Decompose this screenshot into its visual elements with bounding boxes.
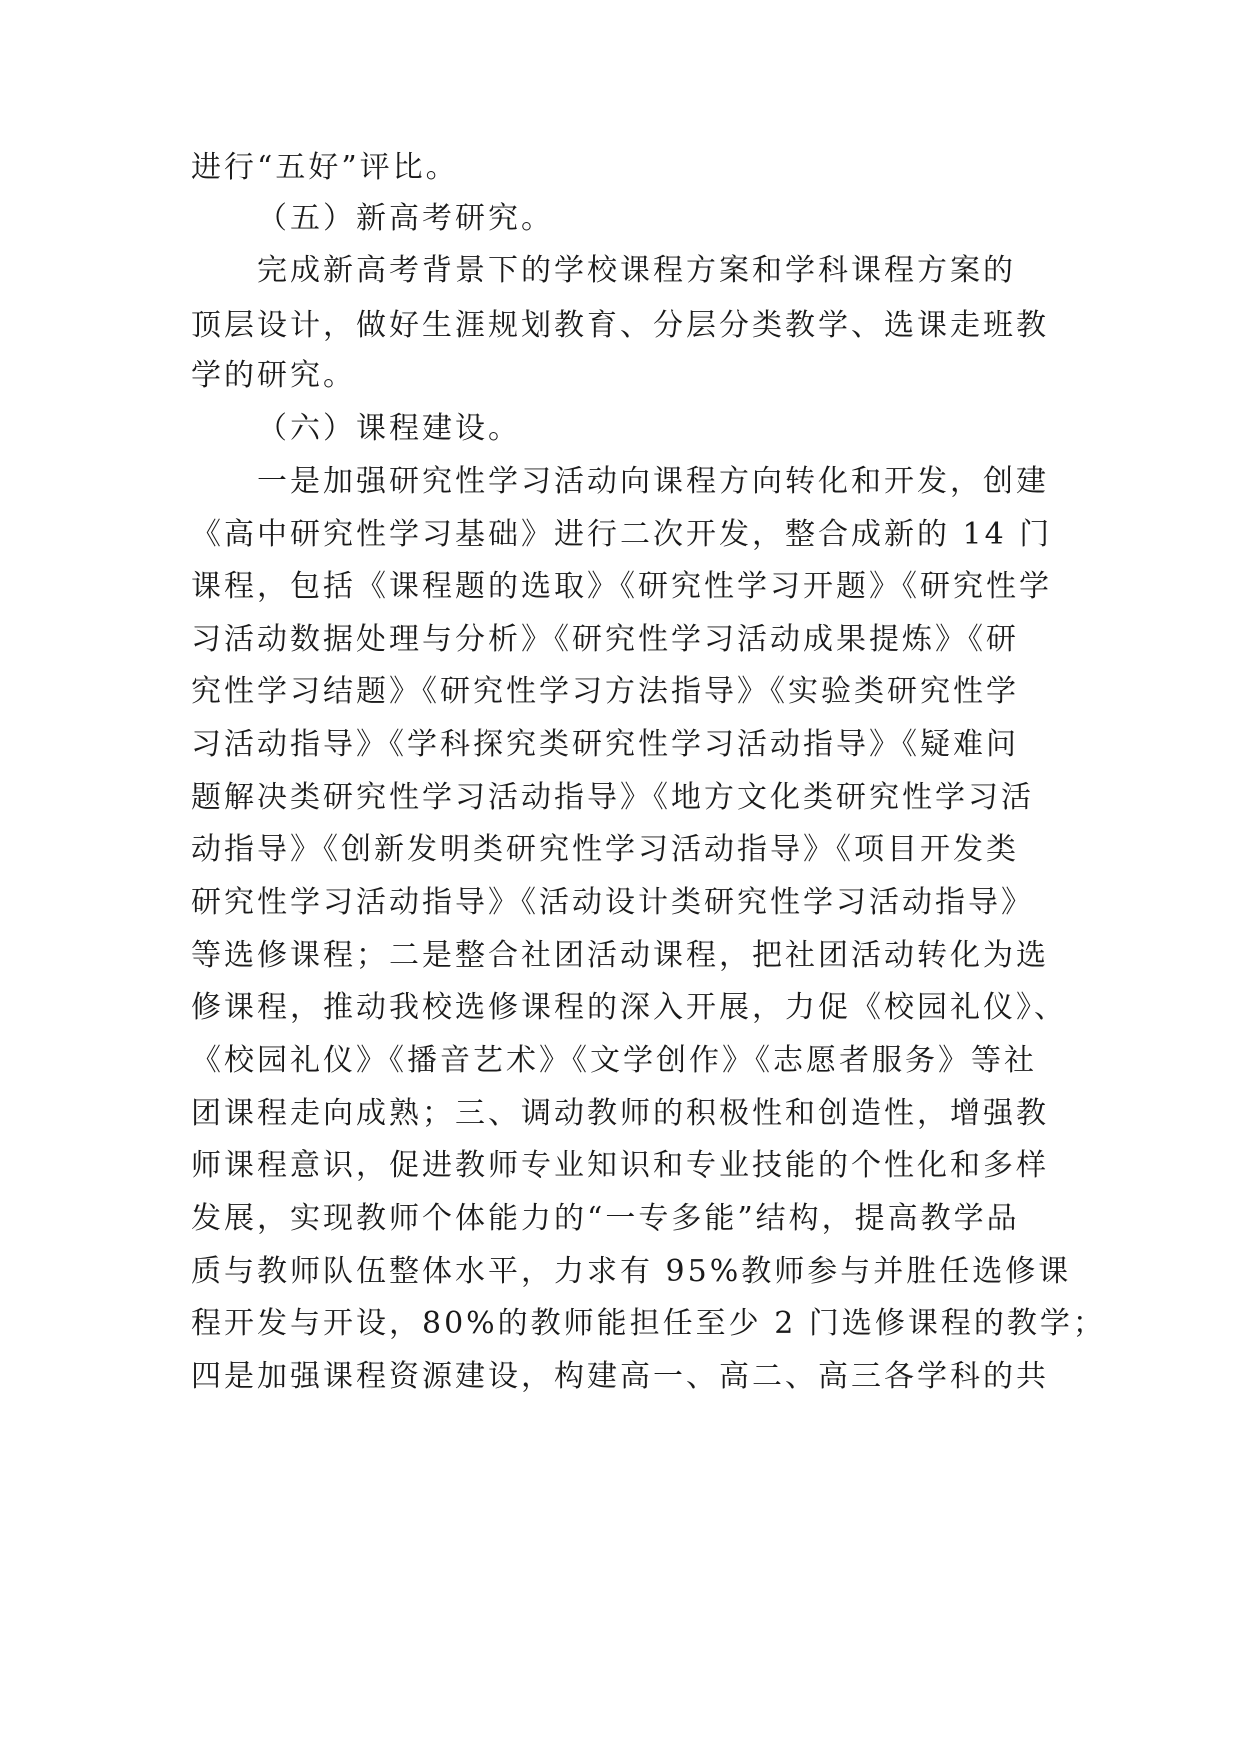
paragraph-line: 修课程，推动我校选修课程的深入开展，力促《校园礼仪》、 bbox=[191, 990, 1067, 1025]
paragraph-line: 《校园礼仪》《播音艺术》《文学创作》《志愿者服务》等社 bbox=[191, 1043, 1037, 1078]
paragraph-line: 学的研究。 bbox=[191, 358, 356, 393]
paragraph-line: 一是加强研究性学习活动向课程方向转化和开发，创建 bbox=[257, 464, 1049, 499]
paragraph-line: 习活动数据处理与分析》《研究性学习活动成果提炼》《研 bbox=[191, 622, 1019, 657]
paragraph-line: 顶层设计，做好生涯规划教育、分层分类教学、选课走班教 bbox=[191, 308, 1049, 343]
paragraph-line: 习活动指导》《学科探究类研究性学习活动指导》《疑难问 bbox=[191, 727, 1019, 762]
paragraph-line: 课程，包括《课程题的选取》《研究性学习开题》《研究性学 bbox=[191, 569, 1052, 604]
paragraph-line: 四是加强课程资源建设，构建高一、高二、高三各学科的共 bbox=[191, 1359, 1049, 1394]
section-heading: （五）新高考研究。 bbox=[257, 201, 554, 236]
paragraph-line: 程开发与开设，80%的教师能担任至少 2 门选修课程的教学； bbox=[191, 1306, 1106, 1341]
paragraph-line: 师课程意识，促进教师专业知识和专业技能的个性化和多样 bbox=[191, 1148, 1049, 1183]
paragraph-line: 等选修课程；二是整合社团活动课程，把社团活动转化为选 bbox=[191, 938, 1049, 973]
paragraph-line: 完成新高考背景下的学校课程方案和学科课程方案的 bbox=[257, 253, 1016, 288]
paragraph-line: 《高中研究性学习基础》进行二次开发，整合成新的 14 门 bbox=[191, 517, 1053, 552]
paragraph-line: 质与教师队伍整体水平，力求有 95%教师参与并胜任选修课 bbox=[191, 1254, 1072, 1289]
paragraph-line: 团课程走向成熟；三、调动教师的积极性和创造性，增强教 bbox=[191, 1096, 1049, 1131]
section-heading: （六）课程建设。 bbox=[257, 411, 521, 446]
paragraph-line: 动指导》《创新发明类研究性学习活动指导》《项目开发类 bbox=[191, 832, 1019, 867]
paragraph-line: 发展，实现教师个体能力的“一专多能”结构，提高教学品 bbox=[191, 1201, 1020, 1236]
paragraph-line: 究性学习结题》《研究性学习方法指导》《实验类研究性学 bbox=[191, 674, 1019, 709]
paragraph-line: 进行“五好”评比。 bbox=[191, 150, 459, 185]
paragraph-line: 题解决类研究性学习活动指导》《地方文化类研究性学习活 bbox=[191, 780, 1034, 815]
paragraph-line: 研究性学习活动指导》《活动设计类研究性学习活动指导》 bbox=[191, 885, 1034, 920]
